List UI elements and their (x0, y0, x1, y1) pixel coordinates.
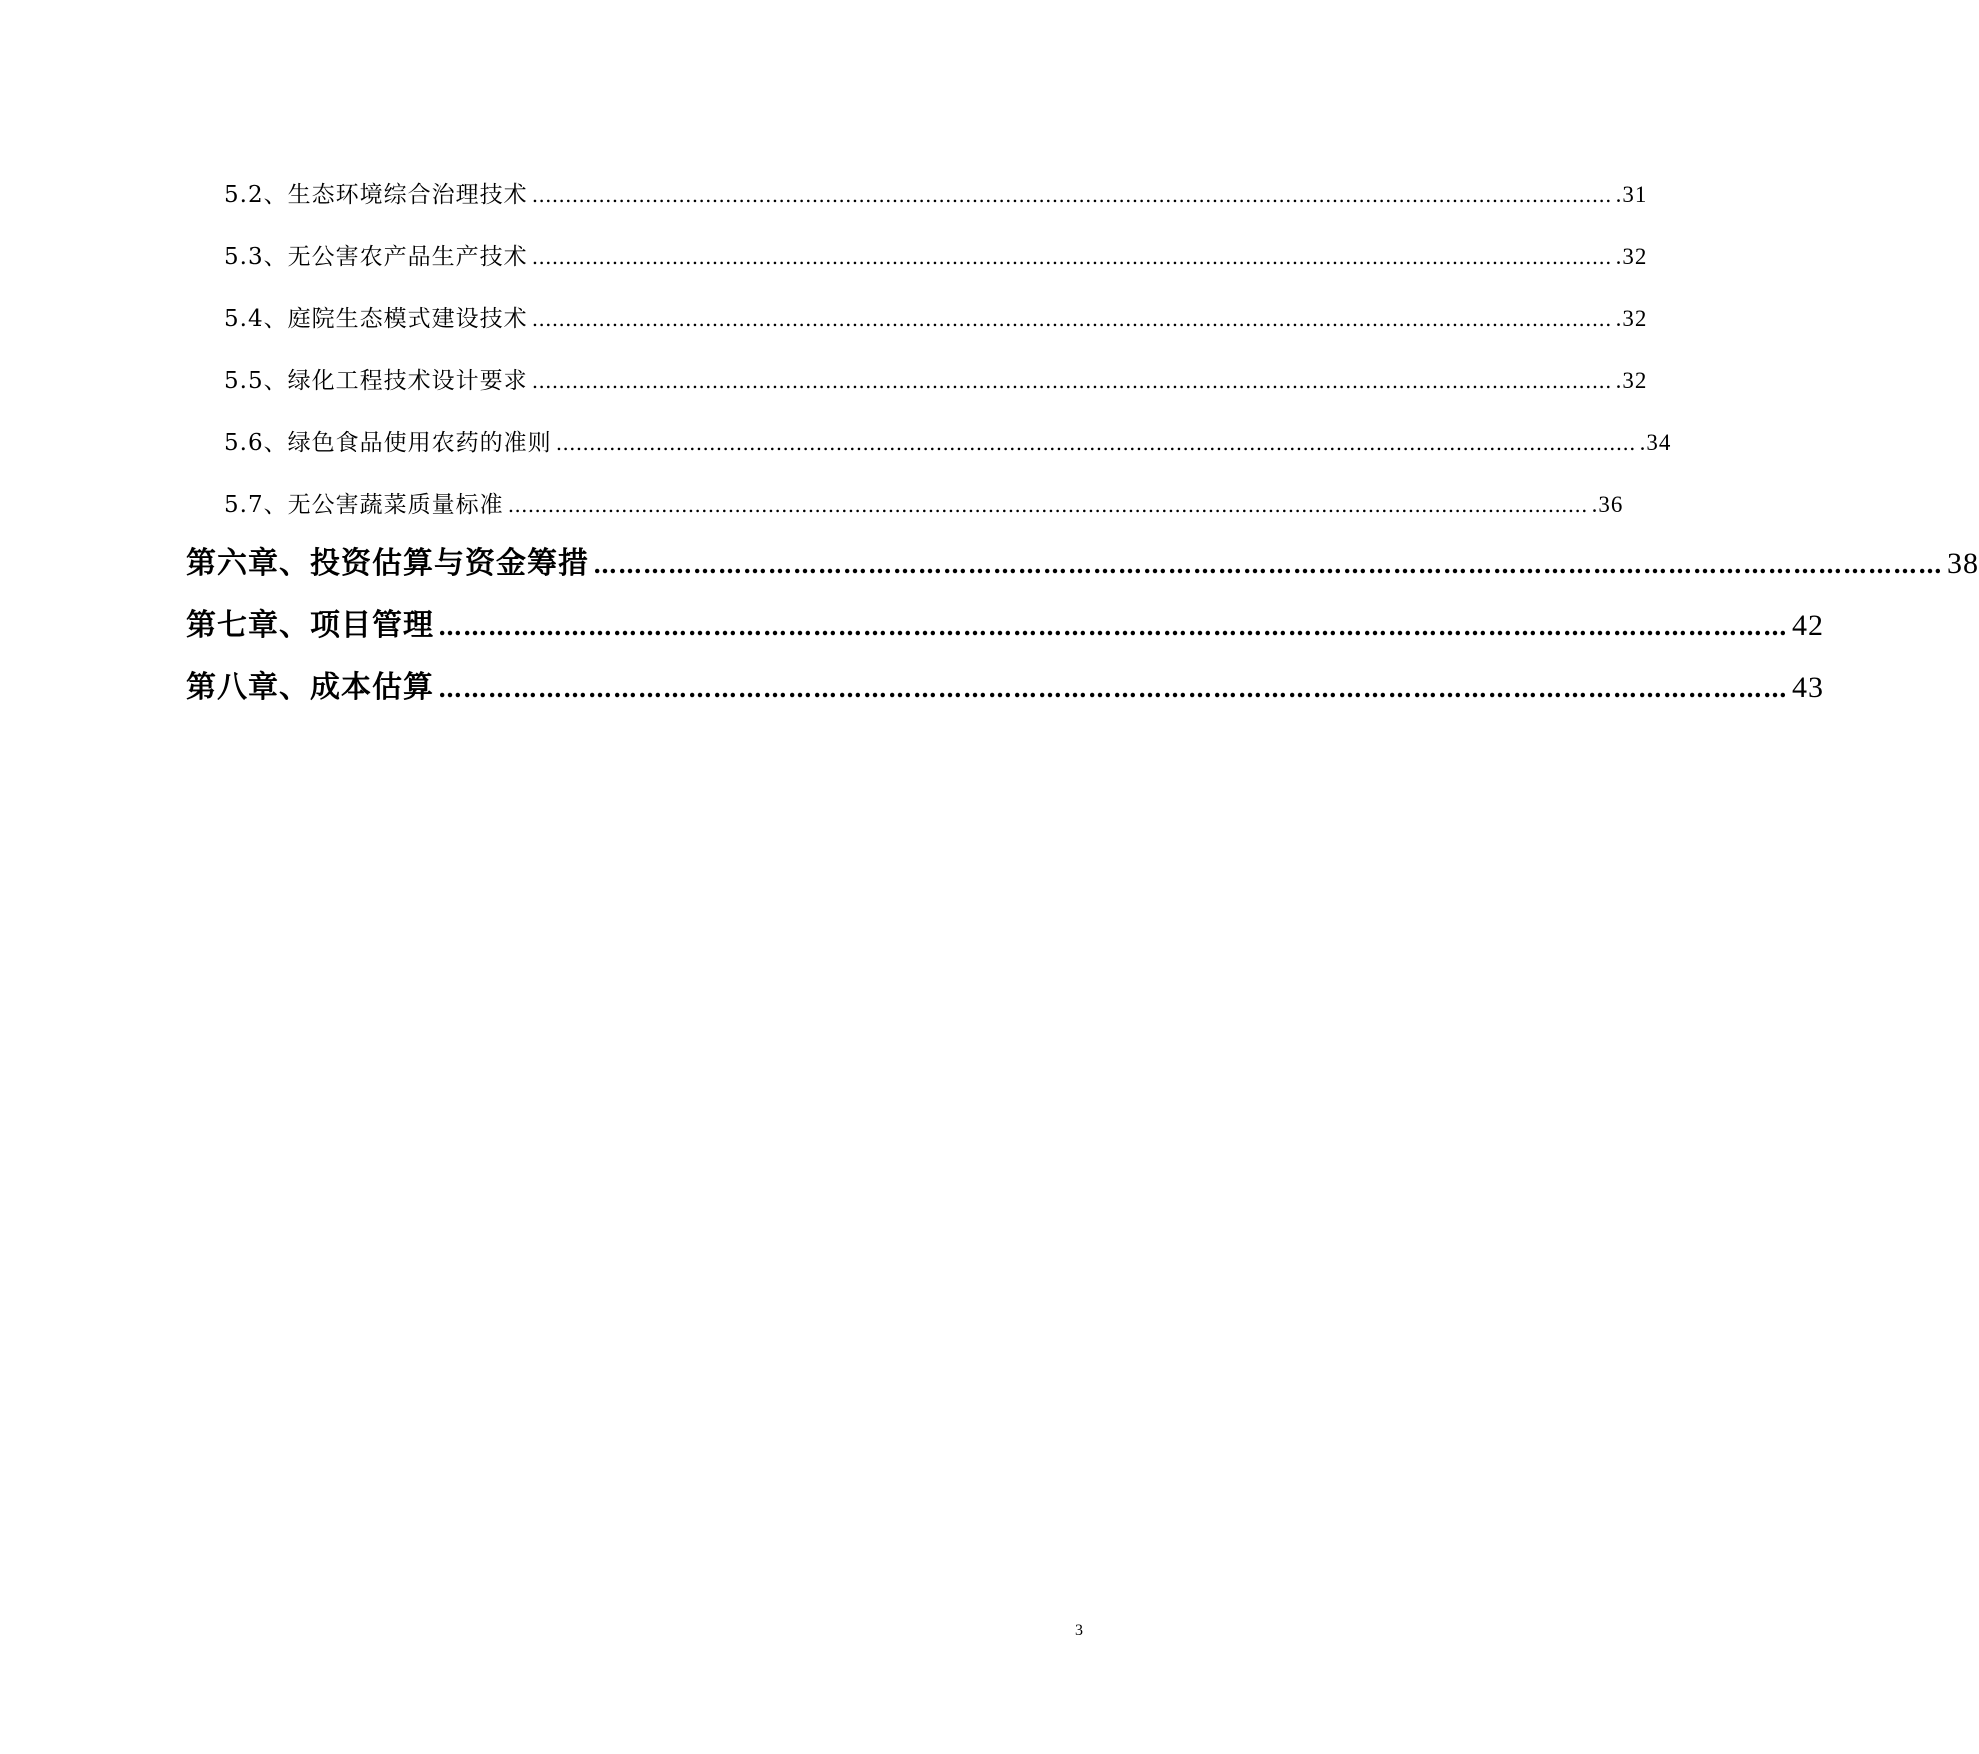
toc-entry-label: 第八章、成本估算 (186, 670, 434, 705)
toc-dot-leader: ……………………………………………………………………………………………………………………………………………… (531, 183, 1612, 207)
toc-dot-leader: ……………………………………………………………………………………………………………………………………………… (507, 493, 1588, 517)
toc-entry-chapter-6[interactable] (186, 538, 1979, 586)
toc-dot-leader: ……………………………………………………………………………………………………………………………………………… (438, 612, 1788, 641)
toc-entry-chapter-7[interactable] (186, 600, 1824, 648)
toc-dot-leader: ……………………………………………………………………………………………………………………………………………… (438, 674, 1788, 703)
toc-entry-page: .32 (1615, 306, 1648, 331)
toc-entry-5-4[interactable] (224, 300, 1648, 334)
toc-entry-label: 第六章、投资估算与资金筹措 (186, 546, 589, 581)
toc-entry-label: 第七章、项目管理 (186, 608, 434, 643)
toc-dot-leader: ……………………………………………………………………………………………………………………………………………… (555, 431, 1636, 455)
toc-entry-label: 5.6、绿色食品使用农药的准则 (224, 430, 552, 456)
toc-dot-leader: ……………………………………………………………………………………………………………………………………………… (531, 369, 1612, 393)
toc-entry-5-7[interactable] (224, 486, 1624, 520)
toc-entry-page: .32 (1615, 244, 1648, 269)
toc-entry-label: 5.2、生态环境综合治理技术 (224, 182, 528, 208)
toc-entry-5-3[interactable] (224, 238, 1648, 272)
toc-entry-page: .36 (1591, 492, 1624, 517)
toc-entry-page: 38 (1947, 547, 1979, 580)
toc-entry-label: 5.3、无公害农产品生产技术 (224, 244, 528, 270)
toc-entry-label: 5.5、绿化工程技术设计要求 (224, 368, 528, 394)
toc-entry-page: .31 (1615, 182, 1648, 207)
toc-entry-label: 5.7、无公害蔬菜质量标准 (224, 492, 504, 518)
toc-entry-5-5[interactable] (224, 362, 1648, 396)
page-number: 3 (1075, 1622, 1083, 1639)
toc-dot-leader: ……………………………………………………………………………………………………………………………………………… (531, 245, 1612, 269)
toc-dot-leader: ……………………………………………………………………………………………………………………………………………… (593, 550, 1943, 579)
toc-entry-page: 43 (1792, 671, 1824, 704)
toc-entry-label: 5.4、庭院生态模式建设技术 (224, 306, 528, 332)
toc-dot-leader: ……………………………………………………………………………………………………………………………………………… (531, 307, 1612, 331)
toc-entry-page: .32 (1615, 368, 1648, 393)
toc-entry-5-2[interactable] (224, 176, 1648, 210)
toc-entry-chapter-8[interactable] (186, 662, 1824, 710)
toc-entry-5-6[interactable] (224, 424, 1672, 458)
toc-entry-page: 42 (1792, 609, 1824, 642)
toc-entry-page: .34 (1639, 430, 1672, 455)
